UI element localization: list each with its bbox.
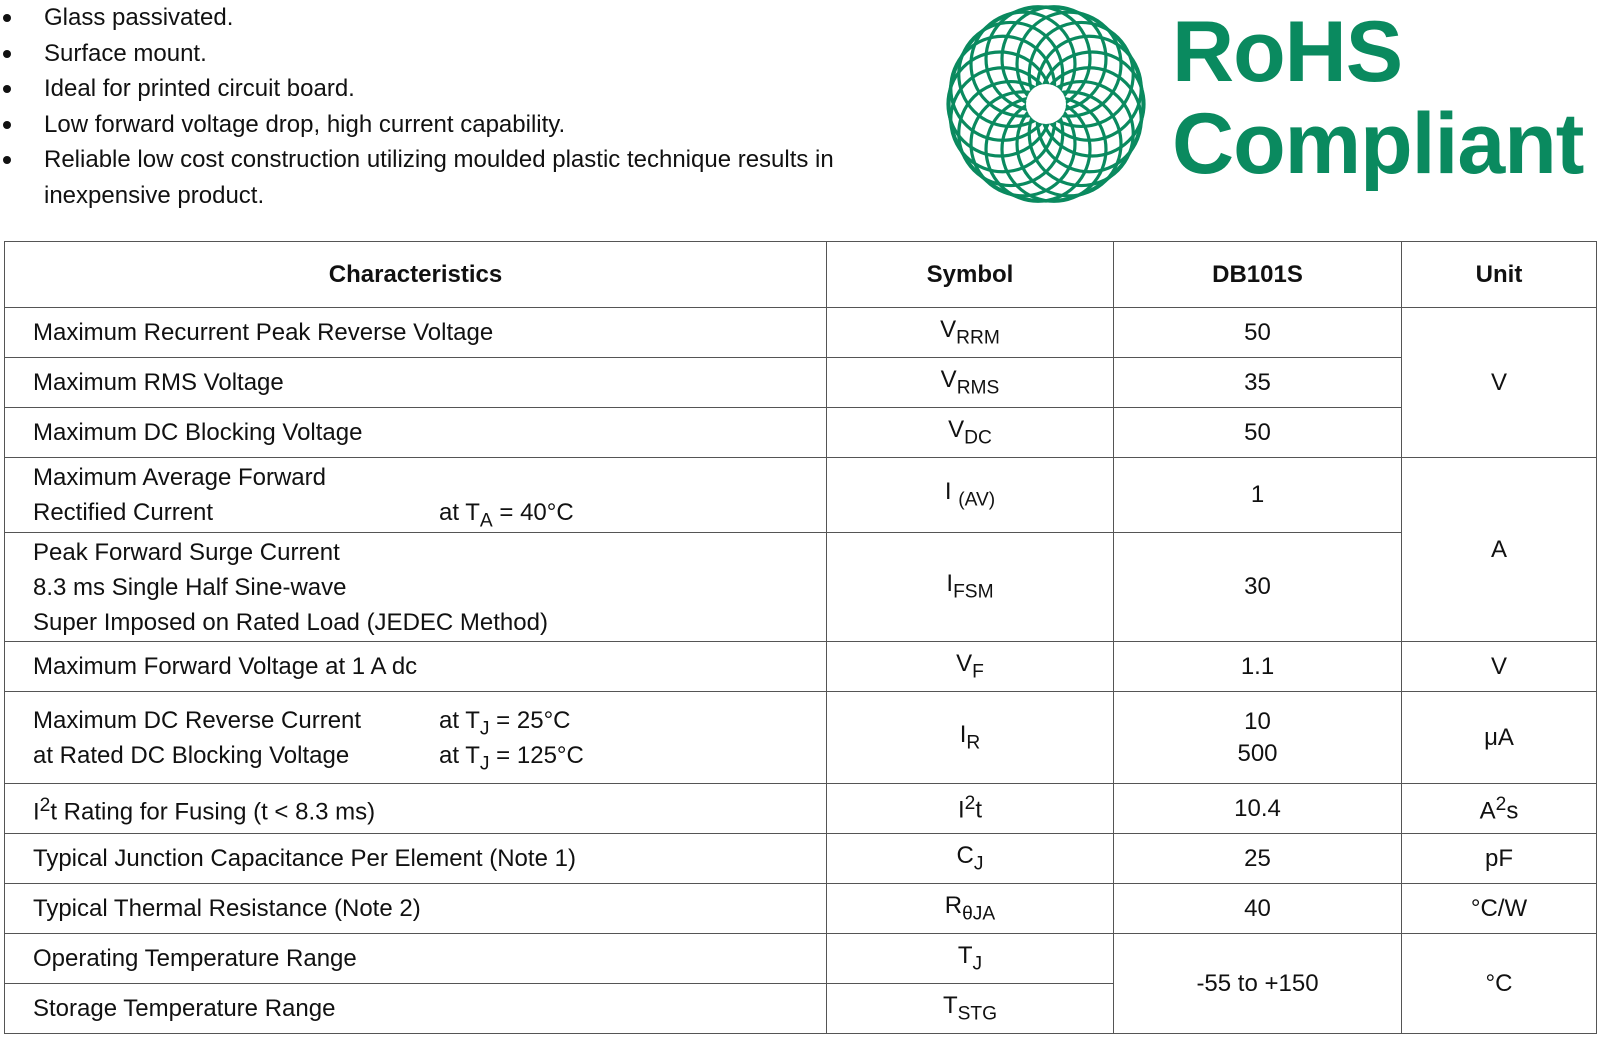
header-characteristics: Characteristics xyxy=(5,242,827,308)
rohs-subtitle: Compliant xyxy=(1172,96,1584,192)
value-cell: 35 xyxy=(1114,358,1402,408)
unit-cell: μA xyxy=(1402,692,1597,784)
value-cell: 50 xyxy=(1114,408,1402,458)
symbol-cell: $R_{\theta JA}$ xyxy=(827,884,1114,934)
features-list xyxy=(0,0,920,213)
symbol-cell: I $_{(AV)}$ xyxy=(827,458,1114,533)
value-cell: 40 xyxy=(1114,884,1402,934)
table-row xyxy=(5,308,1597,358)
characteristic-cell xyxy=(5,458,827,533)
symbol-cell: $I^2t$ xyxy=(827,784,1114,834)
condition-text: at $T_J = 25^\circ C$ xyxy=(439,706,571,740)
characteristic-cell: Typical Thermal Resistance (Note 2) xyxy=(5,884,827,934)
table-row xyxy=(5,834,1597,884)
characteristic-cell xyxy=(5,692,827,784)
characteristic-line: at Rated DC Blocking Voltage at $T_J = 125^\circ C$ xyxy=(33,738,826,773)
characteristic-cell: Storage Temperature Range xyxy=(5,984,827,1034)
value-cell: 50 xyxy=(1114,308,1402,358)
symbol-cell: $V_{RMS}$ xyxy=(827,358,1114,408)
feature-item: Reliable low cost construction utilizing moulded plastic technique results in inexpensive product. xyxy=(0,142,920,213)
feature-item: Low forward voltage drop, high current capability. xyxy=(0,107,920,143)
characteristic-cell xyxy=(5,533,827,642)
characteristic-cell: Typical Junction Capacitance Per Element (Note 1) xyxy=(5,834,827,884)
characteristic-cell: Maximum DC Blocking Voltage xyxy=(5,408,827,458)
value-cell xyxy=(1114,692,1402,784)
unit-cell: $A^2s$ xyxy=(1402,784,1597,834)
value-cell: 30 xyxy=(1114,533,1402,642)
characteristic-cell: Maximum Recurrent Peak Reverse Voltage xyxy=(5,308,827,358)
table-header-row xyxy=(5,242,1597,308)
table-row xyxy=(5,533,1597,642)
rohs-rosette-icon xyxy=(944,2,1148,206)
table-row xyxy=(5,692,1597,784)
symbol-cell: $T_J$ xyxy=(827,934,1114,984)
characteristic-line: Maximum DC Reverse Current at $T_J = 25^\circ C$ xyxy=(33,703,826,738)
characteristic-cell: Maximum Forward Voltage at 1 A dc xyxy=(5,642,827,692)
value-cell: 1 xyxy=(1114,458,1402,533)
characteristic-cell: $I^2t$ Rating for Fusing (t < 8.3 ms) xyxy=(5,784,827,834)
condition-text: at $T_A = 40^\circ C$ xyxy=(439,499,574,532)
unit-cell: °C/W xyxy=(1402,884,1597,934)
condition-text: at $T_J = 125^\circ C$ xyxy=(439,741,584,775)
symbol-cell: $V_{RRM}$ xyxy=(827,308,1114,358)
value-line: 10 xyxy=(1244,707,1271,735)
header-part-number: DB101S xyxy=(1114,242,1402,308)
feature-item: Surface mount. xyxy=(0,36,920,72)
symbol-cell: $V_F$ xyxy=(827,642,1114,692)
header-unit: Unit xyxy=(1402,242,1597,308)
rohs-title: RoHS xyxy=(1172,4,1403,100)
feature-item: Ideal for printed circuit board. xyxy=(0,71,920,107)
value-cell: -55 to +150 xyxy=(1114,934,1402,1034)
characteristic-cell: Operating Temperature Range xyxy=(5,934,827,984)
table-row xyxy=(5,934,1597,984)
symbol-cell: $I_{FSM}$ xyxy=(827,533,1114,642)
characteristic-line: Maximum Average Forward xyxy=(33,464,326,491)
table-row xyxy=(5,358,1597,408)
characteristic-line: Super Imposed on Rated Load (JEDEC Method) xyxy=(33,608,548,636)
ratings-table xyxy=(4,241,1597,1034)
symbol-cell: $T_{STG}$ xyxy=(827,984,1114,1034)
symbol-cell: $C_J$ xyxy=(827,834,1114,884)
value-cell: 1.1 xyxy=(1114,642,1402,692)
table-row xyxy=(5,408,1597,458)
unit-cell: V xyxy=(1402,308,1597,458)
rohs-compliant-label xyxy=(1172,6,1583,190)
feature-item: Glass passivated. xyxy=(0,0,920,36)
header-symbol: Symbol xyxy=(827,242,1114,308)
table-row xyxy=(5,784,1597,834)
unit-cell: V xyxy=(1402,642,1597,692)
symbol-cell: $I_R$ xyxy=(827,692,1114,784)
table-row xyxy=(5,458,1597,533)
characteristic-cell: Maximum RMS Voltage xyxy=(5,358,827,408)
unit-cell: °C xyxy=(1402,934,1597,1034)
symbol-cell: $V_{DC}$ xyxy=(827,408,1114,458)
table-row xyxy=(5,642,1597,692)
unit-cell: A xyxy=(1402,458,1597,642)
value-cell: 10.4 xyxy=(1114,784,1402,834)
table-row xyxy=(5,884,1597,934)
value-cell: 25 xyxy=(1114,834,1402,884)
characteristic-line: Rectified Current at $T_A = 40^\circ C$ xyxy=(33,495,826,530)
unit-cell: pF xyxy=(1402,834,1597,884)
characteristic-line: 8.3 ms Single Half Sine-wave xyxy=(33,573,347,601)
value-line: 500 xyxy=(1237,739,1278,767)
rosette-center xyxy=(1026,84,1066,124)
characteristic-line: Peak Forward Surge Current xyxy=(33,538,340,566)
